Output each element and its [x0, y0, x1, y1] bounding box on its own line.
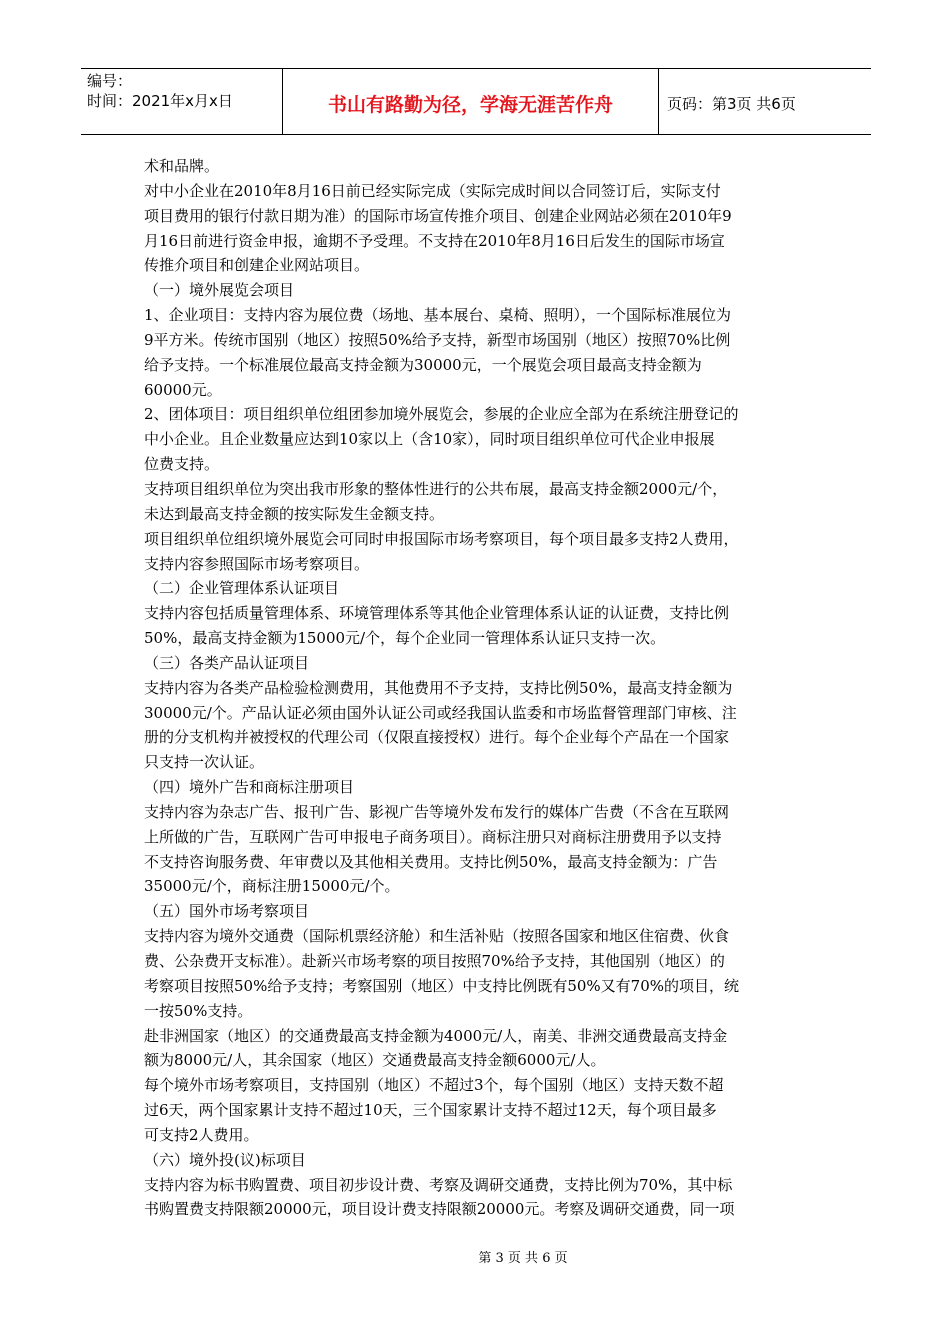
body-line: 月16日前进行资金申报，逾期不予受理。不支持在2010年8月16日后发生的国际市场宣 [144, 231, 725, 250]
body-line: 支持项目组织单位为突出我市形象的整体性进行的公共布展，最高支持金额2000元/个， [144, 479, 728, 498]
body-line: 考察项目按照50%给予支持；考察国别（地区）中支持比例既有50%又有70%的项目，统 [144, 976, 740, 995]
body-line: 费、公杂费开支标准）。赴新兴市场考察的项目按照70%给予支持，其他国别（地区）的 [144, 952, 725, 970]
body-line: 术和品牌。 [144, 157, 220, 175]
page-header [81, 68, 871, 135]
body-line: 不支持咨询服务费、年审费以及其他相关费用。支持比例50%，最高支持金额为：广告 [144, 852, 718, 871]
body-line: 给予支持。一个标准展位最高支持金额为30000元，一个展览会项目最高支持金额为 [144, 355, 702, 374]
body-line: 可支持2人费用。 [144, 1125, 259, 1144]
header-page-number: 页码：第3页 共6页 [667, 95, 796, 113]
body-line: 未达到最高支持金额的按实际发生金额支持。 [144, 504, 445, 523]
body-line: 项目组织单位组织境外展览会可同时申报国际市场考察项目，每个项目最多支持2人费用， [144, 529, 739, 548]
body-line: （三）各类产品认证项目 [144, 653, 310, 672]
body-line: （五）国外市场考察项目 [144, 902, 310, 921]
body-line: （一）境外展览会项目 [144, 281, 295, 300]
document-body [144, 154, 812, 1222]
body-line: 每个境外市场考察项目，支持国别（地区）不超过3个，每个国别（地区）支持天数不超 [144, 1076, 724, 1095]
header-slogan: 书山有路勤为径，学海无涯苦作舟 [283, 69, 659, 134]
body-line: 支持内容为标书购置费、项目初步设计费、考察及调研交通费，支持比例为70%，其中标 [144, 1175, 733, 1194]
body-line: 中小企业。且企业数量应达到10家以上（含10家），同时项目组织单位可代企业申报展 [144, 430, 715, 449]
body-line: 赴非洲国家（地区）的交通费最高支持金额为4000元/人，南美、非洲交通费最高支持金 [144, 1026, 728, 1045]
body-line: 1、企业项目：支持内容为展位费（场地、基本展台、桌椅、照明），一个国际标准展位为 [144, 306, 732, 325]
body-line: 额为8000元/人，其余国家（地区）交通费最高支持金额6000元/人。 [144, 1051, 606, 1070]
body-line: 50%，最高支持金额为15000元/个，每个企业同一管理体系认证只支持一次。 [144, 629, 666, 648]
body-line: 60000元。 [144, 380, 222, 399]
body-line: 一按50%支持。 [144, 1001, 253, 1020]
footer-page-number: 第 3 页 共 6 页 [478, 1251, 568, 1266]
body-line: 过6天，两个国家累计支持不超过10天，三个国家累计支持不超过12天，每个项目最多 [144, 1101, 717, 1120]
body-line: 对中小企业在2010年8月16日前已经实际完成（实际完成时间以合同签订后，实际支付 [144, 181, 721, 200]
body-line: 位费支持。 [144, 455, 220, 474]
doc-number-label: 编号： [87, 72, 133, 90]
body-line: 书购置费支持限额20000元，项目设计费支持限额20000元。考察及调研交通费，同一项 [144, 1200, 735, 1219]
body-line: 只支持一次认证。 [144, 753, 265, 772]
body-line: （六）境外投(议)标项目 [144, 1150, 306, 1169]
body-line: 册的分支机构并被授权的代理公司（仅限直接授权）进行。每个企业每个产品在一个国家 [144, 728, 730, 747]
body-line: 支持内容包括质量管理体系、环境管理体系等其他企业管理体系认证的认证费，支持比例 [144, 604, 730, 623]
body-line: 传推介项目和创建企业网站项目。 [144, 256, 370, 275]
body-line: 上所做的广告，互联网广告可申报电子商务项目）。商标注册只对商标注册费用予以支持 [144, 827, 722, 846]
body-line: 项目费用的银行付款日期为准）的国际市场宣传推介项目、创建企业网站必须在2010年9 [144, 206, 732, 225]
doc-date-label: 时间：2021年x月x日 [87, 92, 233, 110]
body-line: 9平方米。传统市国别（地区）按照50%给予支持，新型市场国别（地区）按照70%比例 [144, 330, 731, 349]
body-line: 2、团体项目：项目组织单位组团参加境外展览会，参展的企业应全部为在系统注册登记的 [144, 405, 739, 424]
body-line: 支持内容为杂志广告、报刊广告、影视广告等境外发布发行的媒体广告费（不含在互联网 [144, 802, 730, 821]
body-line: 35000元/个，商标注册15000元/个。 [144, 877, 400, 896]
body-line: 支持内容为各类产品检验检测费用，其他费用不予支持，支持比例50%，最高支持金额为 [144, 678, 733, 697]
body-line: 支持内容参照国际市场考察项目。 [144, 554, 370, 573]
body-line: 支持内容为境外交通费（国际机票经济舱）和生活补贴（按照各国家和地区住宿费、伙食 [144, 927, 730, 946]
body-line: 30000元/个。产品认证必须由国外认证公司或经我国认监委和市场监督管理部门审核、注 [144, 703, 737, 722]
body-line: （二）企业管理体系认证项目 [144, 579, 340, 598]
page-footer [0, 1247, 950, 1266]
header-meta [81, 69, 283, 134]
body-line: （四）境外广告和商标注册项目 [144, 778, 355, 797]
